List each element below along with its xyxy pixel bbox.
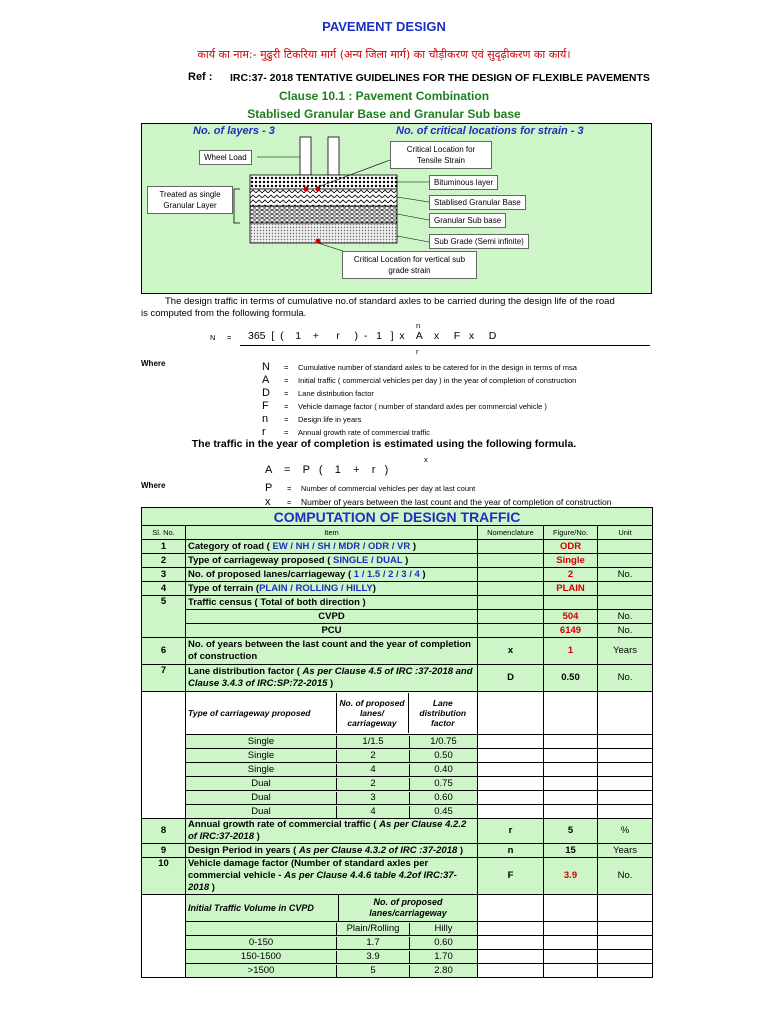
table-row: 6 No. of years between the last count and the year of completion of construction x 1 Years	[142, 638, 653, 665]
formula-numerator: 365 [ ( 1 + r ) - 1 ] x A x F x D	[248, 330, 497, 342]
lane-subtable-header: Type of carriageway proposed No. of proposed lanes/ carriageway Lane distribution factor	[142, 692, 653, 735]
lane-row: Single 4 0.40	[142, 763, 653, 777]
pavement-diagram	[141, 123, 652, 294]
col-header-nomenclature: Nomenclature	[478, 526, 544, 540]
tensile-strain-label: Critical Location for Tensile Strain	[390, 141, 492, 169]
table-title: COMPUTATION OF DESIGN TRAFFIC	[142, 508, 653, 526]
figure-value: ODR	[544, 540, 598, 554]
figure-value: 3.9	[544, 858, 598, 895]
table-row: CVPD 504 No.	[142, 610, 653, 624]
formula-equals: =	[227, 333, 232, 342]
vdf-subtable-header: Initial Traffic Volume in CVPD No. of proposed lanes/carriageway	[142, 895, 653, 922]
table-header-row	[142, 526, 653, 540]
figure-value: 1	[544, 638, 598, 665]
definition-row: F = Vehicle damage factor ( number of standard axles per commercial vehicle )	[262, 400, 547, 412]
lane-row: Single 2 0.50	[142, 749, 653, 763]
definition-row: N = Cumulative number of standard axles to be catered for in the design in terms of msa	[262, 361, 577, 373]
formula-fraction-bar	[240, 345, 650, 346]
subgrade-label: Sub Grade (Semi infinite)	[429, 234, 529, 249]
table-row: 2 Type of carriageway proposed ( SINGLE / DUAL ) Single	[142, 554, 653, 568]
lane-row: Dual 2 0.75	[142, 777, 653, 791]
definition-row: r = Annual growth rate of commercial traffic	[262, 426, 431, 438]
wheel-load-label: Wheel Load	[199, 150, 252, 165]
vdf-subheader-row: Plain/Rolling Hilly	[142, 922, 653, 936]
traffic-completion-text: The traffic in the year of completion is estimated using the following formula.	[191, 438, 577, 450]
ref-label: Ref :	[188, 71, 213, 83]
table-row: 1 Category of road ( EW / NH / SH / MDR / ODR / VR ) ODR	[142, 540, 653, 554]
table-row: 5 Traffic census ( Total of both direction )	[142, 596, 653, 610]
figure-value: 6149	[544, 624, 598, 638]
table-row: 8 Annual growth rate of commercial traffic ( As per Clause 4.2.2 of IRC:37-2018 ) r 5 %	[142, 819, 653, 844]
clause-heading: Clause 10.1 : Pavement Combination	[278, 89, 490, 103]
where-label-2: Where	[141, 481, 166, 490]
figure-value: 15	[544, 844, 598, 858]
lane-row: Dual 3 0.60	[142, 791, 653, 805]
col-header-unit: Unit	[598, 526, 653, 540]
bituminous-label: Bituminous layer	[429, 175, 498, 190]
table-row: PCU 6149 No.	[142, 624, 653, 638]
formula-N: N	[210, 333, 216, 342]
page-title: PAVEMENT DESIGN	[322, 19, 446, 34]
vdf-row: >1500 5 2.80	[142, 964, 653, 978]
definition-row: P = Number of commercial vehicles per day at last count	[265, 482, 476, 494]
formula2: A = P ( 1 + r )	[265, 464, 389, 476]
formula2-exponent-x: x	[424, 455, 428, 464]
treated-label: Treated as single Granular Layer	[147, 186, 233, 214]
figure-value: 0.50	[544, 665, 598, 692]
definitions-list-1	[262, 357, 662, 438]
table-row: 7 Lane distribution factor ( As per Clause 4.5 of IRC :37-2018 and Clause 3.4.3 of IRC:SP:72-2015 ) D 0.50 No.	[142, 665, 653, 692]
definition-row: x = Number of years between the last count and the year of completion of construction	[265, 496, 612, 508]
figure-value: Single	[544, 554, 598, 568]
table-row: 3 No. of proposed lanes/carriageway ( 1 / 1.5 / 2 / 3 / 4 ) 2 No.	[142, 568, 653, 582]
sub-heading: Stablised Granular Base and Granular Sub base	[247, 107, 521, 121]
critical-locations-label: No. of critical locations for strain - 3	[396, 125, 584, 137]
figure-value: PLAIN	[544, 582, 598, 596]
intro-line-1: The design traffic in terms of cumulative no.of standard axles to be carried during the design life of the road	[165, 296, 615, 307]
figure-value: 2	[544, 568, 598, 582]
col-header-item: Item	[186, 526, 478, 540]
design-traffic-table	[141, 507, 652, 978]
granular-subbase-label: Granular Sub base	[429, 213, 506, 228]
vdf-row: 0-150 1.7 0.60	[142, 936, 653, 950]
definition-row: n = Design life in years	[262, 413, 362, 425]
definitions-list-2	[265, 478, 665, 506]
formula-denominator: r	[416, 347, 419, 356]
figure-value: 504	[544, 610, 598, 624]
ref-text: IRC:37- 2018 TENTATIVE GUIDELINES FOR THE DESIGN OF FLEXIBLE PAVEMENTS	[230, 72, 650, 84]
table-row: 10 Vehicle damage factor (Number of standard axles per commercial vehicle - As per Clause 4.4.6 table 4.2of IRC:37-2018 ) F 3.9 No.	[142, 858, 653, 895]
lane-row: Dual 4 0.45	[142, 805, 653, 819]
lane-row: Single 1/1.5 1/0.75	[142, 735, 653, 749]
col-header-figure: Figure/No.	[544, 526, 598, 540]
layers-label: No. of layers - 3	[193, 125, 275, 137]
definition-row: A = Initial traffic ( commercial vehicles per day ) in the year of completion of construction	[262, 374, 577, 386]
definition-row: D = Lane distribution factor	[262, 387, 374, 399]
vertical-strain-label: Critical Location for vertical sub grade strain	[342, 251, 477, 279]
figure-value: 5	[544, 819, 598, 844]
table-row: 9 Design Period in years ( As per Clause 4.3.2 of IRC :37-2018 ) n 15 Years	[142, 844, 653, 858]
table-row: 4 Type of terrain (PLAIN / ROLLING / HILLY) PLAIN	[142, 582, 653, 596]
work-name: कार्य का नाम:- मुढुरी टिकरिया मार्ग (अन्य जिला मार्ग) का चौड़ीकरण एवं सुदृढ़ीकरण का कार्य।	[197, 48, 571, 61]
col-header-slno: Sl. No.	[142, 526, 186, 540]
stabilised-base-label: Stablised Granular Base	[429, 195, 526, 210]
vdf-row: 150-1500 3.9 1.70	[142, 950, 653, 964]
formula-exponent-n: n	[416, 321, 421, 330]
intro-line-2: is computed from the following formula.	[141, 308, 307, 319]
where-label: Where	[141, 359, 166, 368]
